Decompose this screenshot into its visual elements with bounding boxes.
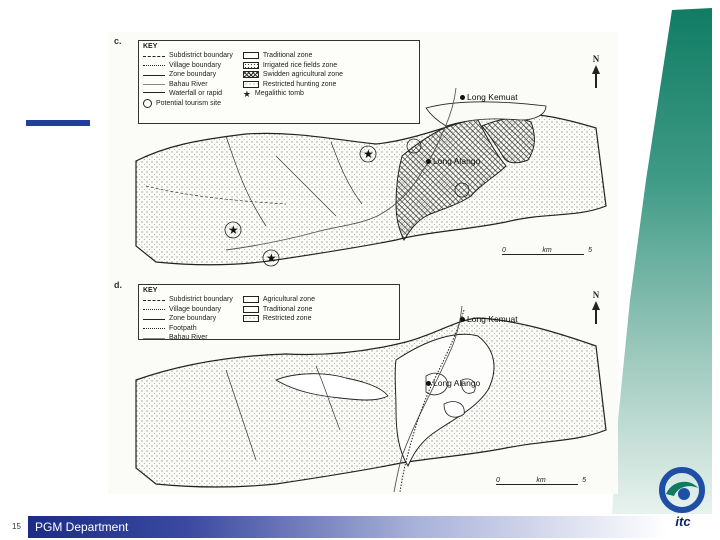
- key-label: Subdistrict boundary: [169, 52, 233, 59]
- map-panel-d: [114, 280, 612, 494]
- key-label: Swidden agricultural zone: [262, 71, 343, 78]
- scale-labels: [502, 247, 592, 254]
- key-label: Restricted hunting zone: [262, 80, 337, 88]
- map-c-key-title: KEY: [143, 43, 158, 50]
- key-label: Traditional zone: [262, 305, 313, 313]
- key-label: Bahau River: [169, 334, 208, 341]
- key-label: Footpath: [169, 324, 197, 332]
- panel-letter-c: c.: [114, 36, 122, 46]
- key-label: Traditional zone: [262, 52, 313, 59]
- map-d-drawing: [126, 280, 612, 494]
- north-label: N: [592, 54, 600, 64]
- key-label: Megalithic tomb: [254, 90, 304, 97]
- key-label: Zone boundary: [169, 71, 217, 78]
- village-dot-icon: [460, 317, 465, 322]
- key-label: Agricultural zone: [262, 296, 315, 303]
- scale-start: 0: [502, 247, 506, 254]
- place-long-kemuat-d: [460, 314, 518, 324]
- place-long-kemuat-c: [460, 92, 518, 102]
- map-d-outline: [136, 318, 606, 487]
- map-c-outline: [136, 114, 606, 265]
- place-long-alango-d: [426, 378, 480, 388]
- scale-unit: km: [542, 247, 552, 254]
- scale-labels: [496, 477, 586, 484]
- megalithic-tomb-icon-2: ★: [266, 251, 277, 265]
- megalithic-tomb-icon-3: ★: [363, 147, 374, 161]
- north-label: N: [592, 290, 600, 300]
- scale-line: [496, 484, 578, 485]
- key-label: Village boundary: [169, 305, 222, 313]
- key-label: Village boundary: [169, 61, 222, 69]
- megalithic-tomb-icon-1: ★: [228, 223, 239, 237]
- scale-bar-c: [502, 246, 592, 255]
- map-c-drawing: [126, 36, 612, 272]
- place-label: Long Kemuat: [467, 314, 518, 324]
- scale-end: 5: [582, 477, 586, 484]
- map-d-key-title: KEY: [143, 287, 158, 294]
- place-long-alango-c: [426, 156, 480, 166]
- svg-text:itc: itc: [675, 514, 691, 529]
- star-icon: ★: [242, 88, 251, 99]
- key-label: Subdistrict boundary: [169, 296, 233, 303]
- scale-start: 0: [496, 477, 500, 484]
- key-label: Irrigated rice fields zone: [262, 61, 338, 69]
- key-label: Zone boundary: [169, 315, 217, 322]
- key-label: Restricted zone: [262, 315, 312, 322]
- place-label: Long Alango: [433, 378, 481, 388]
- itc-logo-icon: [654, 466, 710, 530]
- key-label: Waterfall or rapid: [169, 90, 223, 97]
- place-label: Long Kemuat: [467, 92, 518, 102]
- map-panel-c: [114, 36, 612, 272]
- place-label: Long Alango: [433, 156, 481, 166]
- scale-unit: km: [536, 477, 546, 484]
- village-dot-icon: [426, 159, 431, 164]
- key-label: Potential tourism site: [156, 99, 221, 107]
- village-dot-icon: [426, 381, 431, 386]
- slide-number: 15: [12, 522, 21, 531]
- village-dot-icon: [460, 95, 465, 100]
- panel-letter-d: d.: [114, 280, 122, 290]
- scale-line: [502, 254, 584, 255]
- scanned-map-figure: [108, 32, 618, 494]
- scale-end: 5: [588, 247, 592, 254]
- key-label: Bahau River: [169, 80, 208, 88]
- footer-department-label: PGM Department: [35, 520, 129, 534]
- left-accent-bar: [26, 120, 90, 126]
- scale-bar-d: [496, 476, 586, 485]
- decorative-gradient-band: [612, 0, 720, 514]
